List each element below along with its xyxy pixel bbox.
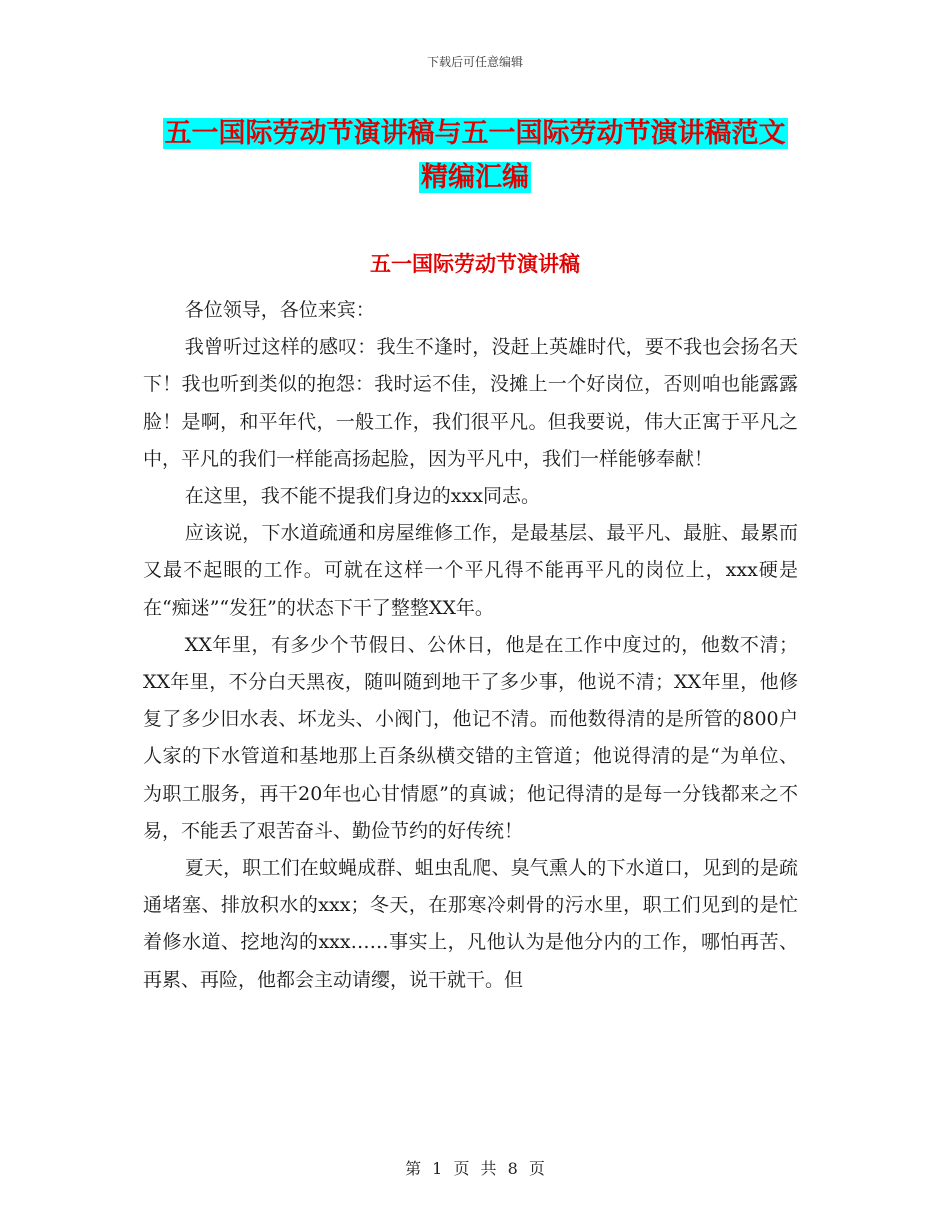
paragraph: 我曾听过这样的感叹：我生不逢时，没赶上英雄时代，要不我也会扬名天下！我也听到类似的抱怨：我时运不佳，没摊上一个好岗位，否则咱也能露露脸！是啊，和平年代，一般工作，我们很平凡。但我要说，伟大正寓于平凡之中，平凡的我们一样能高扬起脸，因为平凡中，我们一样能够奉献！ xyxy=(143,336,798,470)
paragraph: 在这里，我不能不提我们身边的xxx同志。 xyxy=(184,485,540,508)
paragraph: 夏天，职工们在蚊蝇成群、蛆虫乱爬、臭气熏人的下水道口，见到的是疏通堵塞、排放积水的xxx；冬天，在那寒冷刺骨的污水里，职工们见到的是忙着修水道、挖地沟的xxx……事实上，凡他认为是他分内的工作，哪怕再苦、再累、再险，他都会主动请缨，说干就干。但 xyxy=(143,857,798,991)
document-title xyxy=(0,112,950,200)
paragraph: 应该说，下水道疏通和房屋维修工作，是最基层、最平凡、最脏、最累而又最不起眼的工作。可就在这样一个平凡得不能再平凡的岗位上，xxx硬是在“痴迷”“发狂”的状态下干了整整XX年。 xyxy=(143,522,798,619)
page-header-note: 下载后可任意编辑 xyxy=(426,55,523,69)
page-number-footer: 第 1 页 共 8 页 xyxy=(405,1159,545,1178)
document-title-line-1: 五一国际劳动节演讲稿与五一国际劳动节演讲稿范文 xyxy=(164,118,786,149)
paragraph-salutation: 各位领导，各位来宾： xyxy=(184,299,375,321)
document-body xyxy=(143,292,798,999)
section-title: 五一国际劳动节演讲稿 xyxy=(370,252,580,276)
document-title-line-2: 精编汇编 xyxy=(421,162,529,193)
paragraph: XX年里，有多少个节假日、公休日，他是在工作中度过的，他数不清；XX年里，不分白天黑夜，随叫随到地干了多少事，他说不清；XX年里，他修复了多少旧水表、坏龙头、小阀门，他记不清。而他数得清的是所管的800户人家的下水管道和基地那上百条纵横交错的主管道；他说得清的是“为单位、为职工服务，再干20年也心甘情愿”的真诚；他记得清的是每一分钱都来之不易，不能丢了艰苦奋斗、勤俭节约的好传统！ xyxy=(143,633,798,842)
